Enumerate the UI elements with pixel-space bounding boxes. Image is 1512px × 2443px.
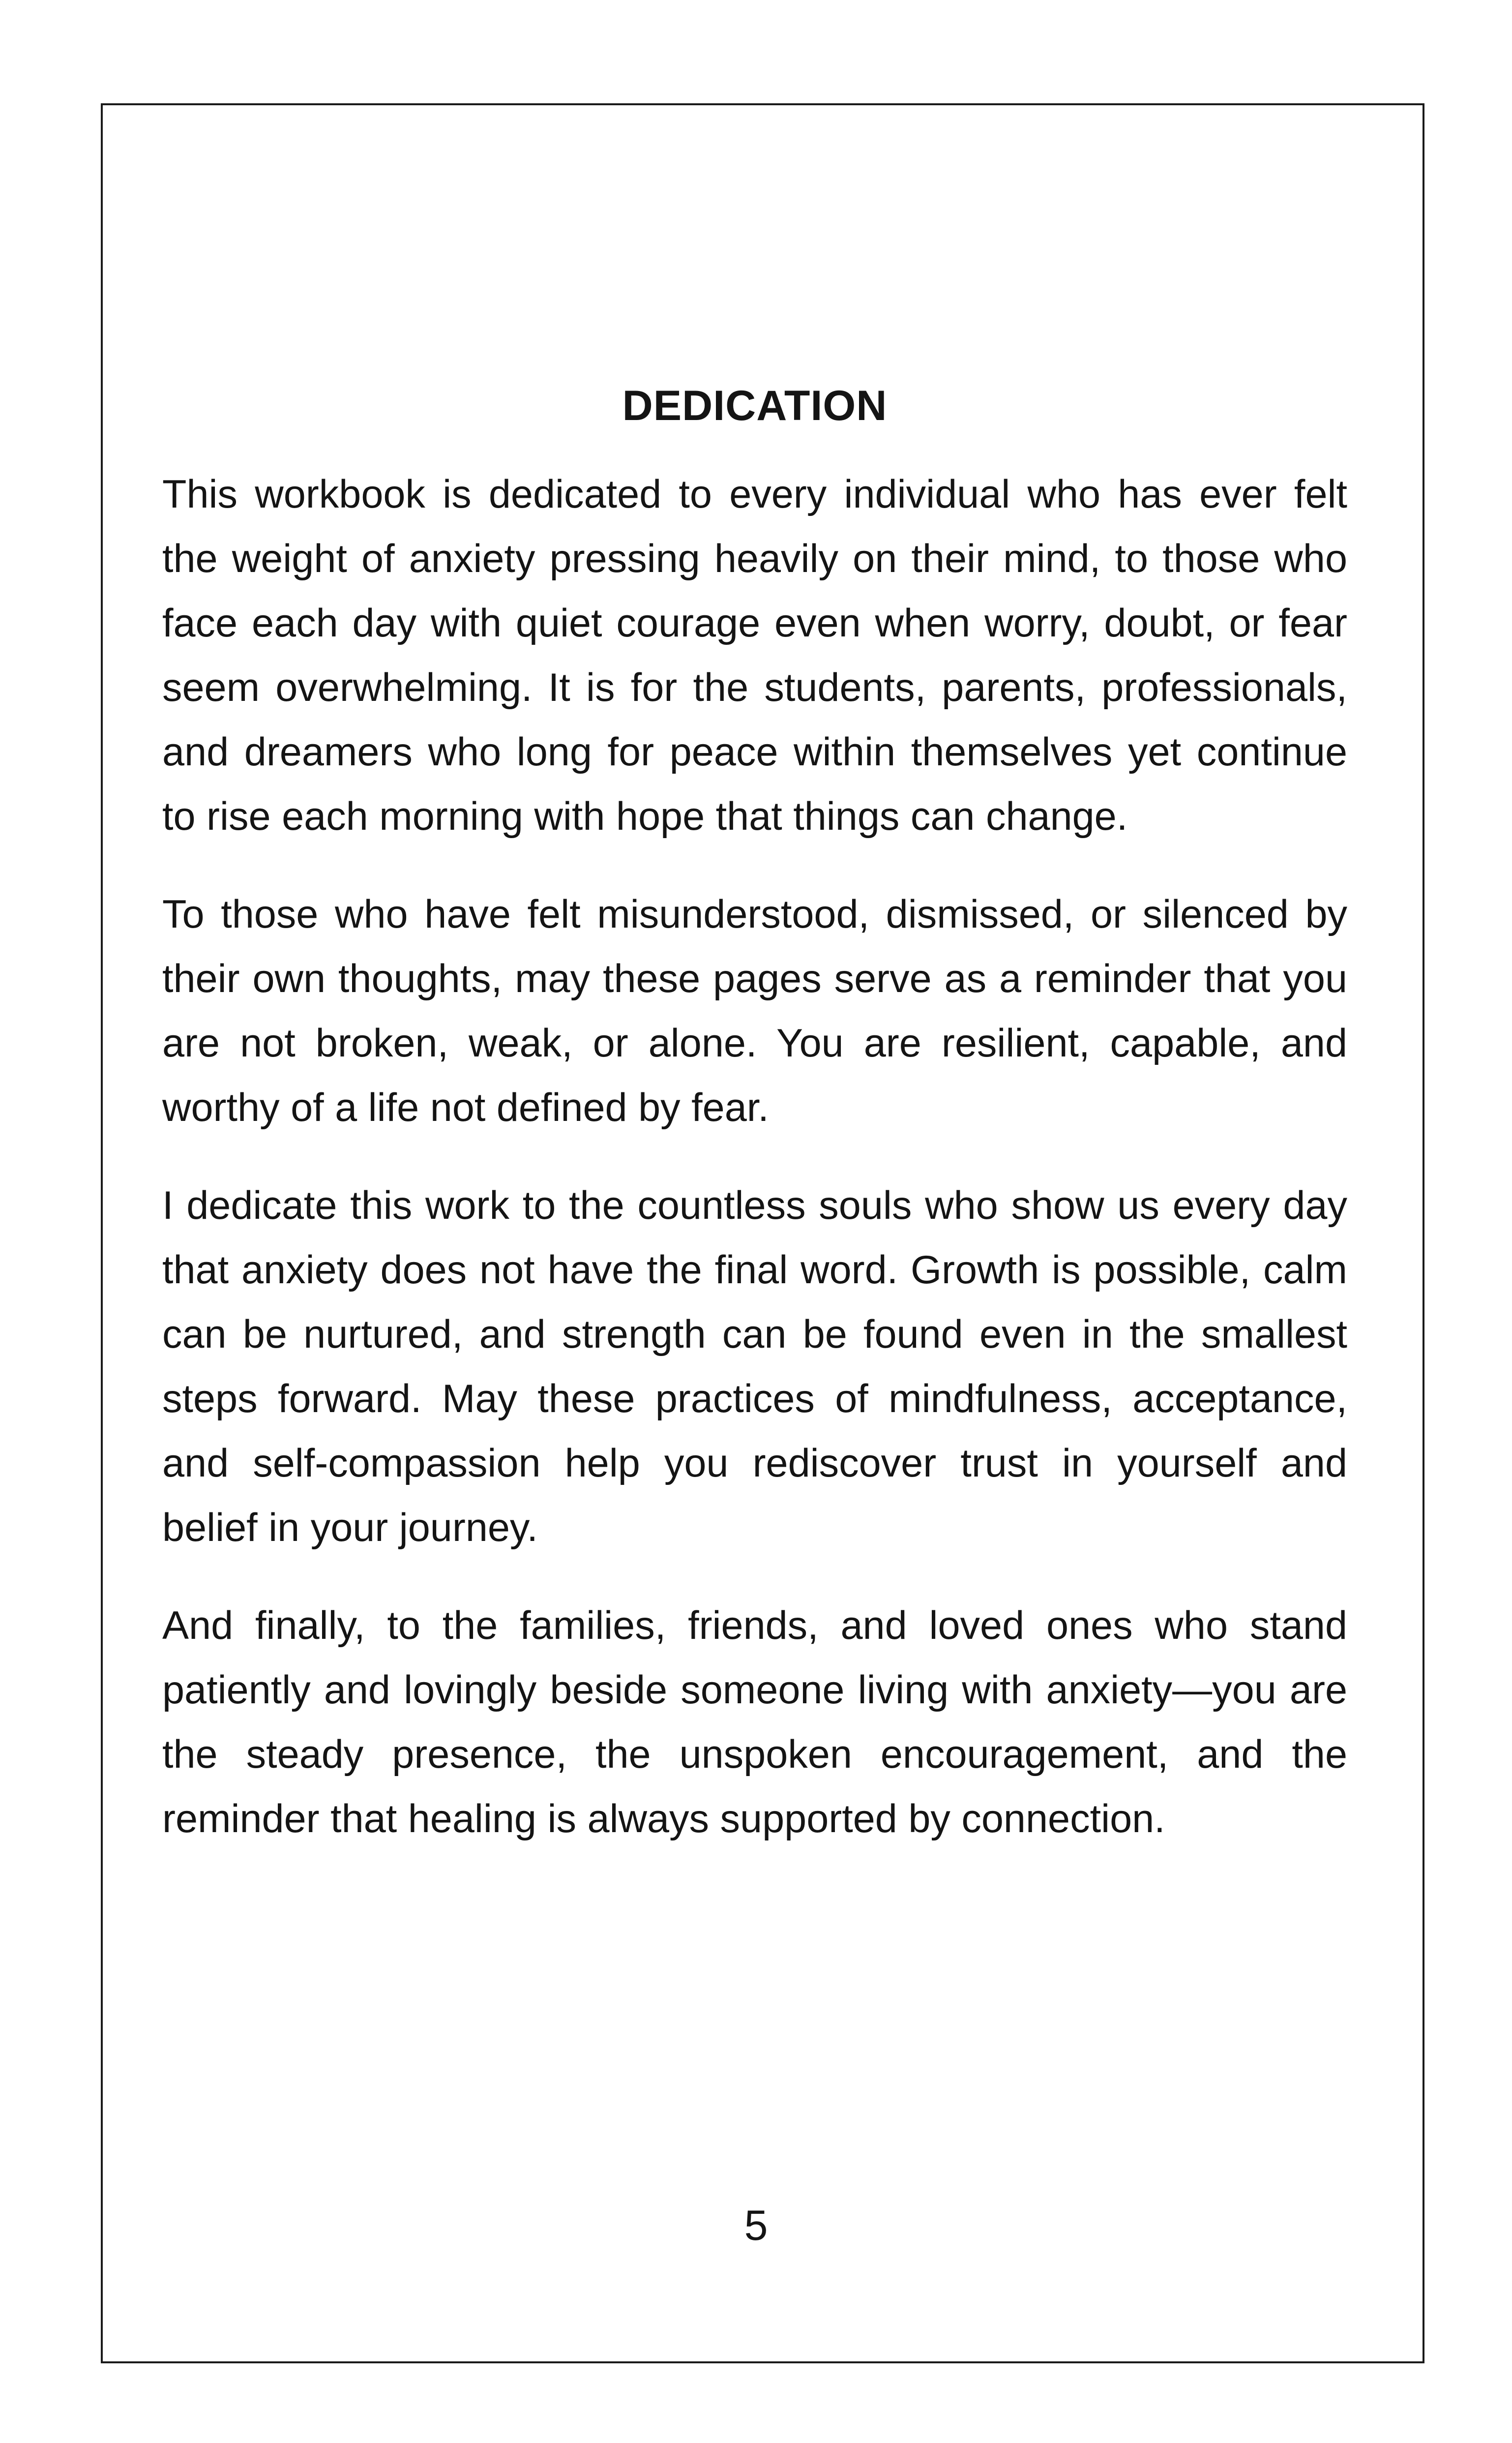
page-number: 5 [744, 2202, 768, 2249]
dedication-section [162, 381, 1347, 1885]
dedication-paragraph-4: And finally, to the families, friends, and loved ones who stand patiently and lovingly beside someone living with anxiety—you are the steady presence, the unspoken encouragement, and the reminder that healing is always supported by connection. [162, 1603, 1347, 1841]
page-title: DEDICATION [622, 382, 888, 429]
dedication-paragraph-1: This workbook is dedicated to every individual who has ever felt the weight of anxiety pressing heavily on their mind, to those who face each day with quiet courage even when worry, doubt, or fear seem overwhelming. It is for the students, parents, professionals, and dreamers who long for peace within themselves yet continue to rise each morning with hope that things can change. [162, 472, 1347, 839]
dedication-paragraph-2: To those who have felt misunderstood, dismissed, or silenced by their own thoughts, may these pages serve as a reminder that you are not broken, weak, or alone. You are resilient, capable, and worthy of a life not defined by fear. [162, 892, 1347, 1130]
dedication-paragraph-3: I dedicate this work to the countless souls who show us every day that anxiety does not have the final word. Growth is possible, calm can be nurtured, and strength can be found even in the smallest steps forward. May these practices of mindfulness, acceptance, and self-compassion help you rediscover trust in yourself and belief in your journey. [162, 1183, 1347, 1550]
